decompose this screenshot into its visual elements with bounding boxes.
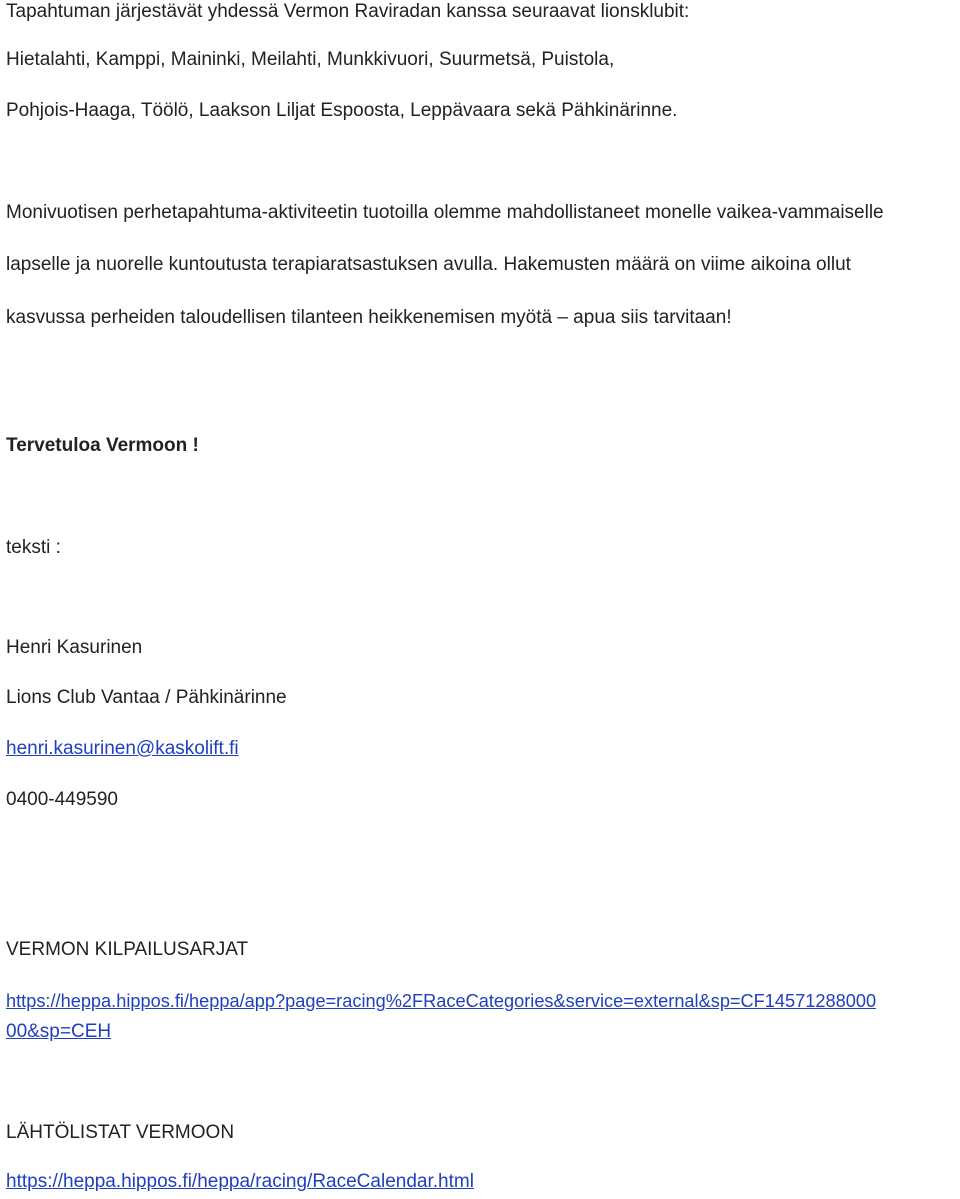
paragraph2-line-2: lapselle ja nuorelle kuntoutusta terapiaratsastuksen avulla. Hakemusten määrä on viime aikoina ollut bbox=[6, 254, 851, 275]
contact-name: Henri Kasurinen bbox=[6, 637, 143, 658]
paragraph2-line-1: Monivuotisen perhetapahtuma-aktiviteetin tuotoilla olemme mahdollistaneet monelle vaikea-vammaiselle bbox=[6, 202, 884, 223]
welcome-heading: Tervetuloa Vermoon ! bbox=[6, 435, 199, 456]
contact-phone: 0400-449590 bbox=[6, 789, 118, 810]
contact-club: Lions Club Vantaa / Pähkinärinne bbox=[6, 687, 287, 708]
race-series-link-line-2[interactable]: 00&sp=CEH bbox=[6, 1021, 112, 1042]
race-series-link-line-1[interactable]: https://heppa.hippos.fi/heppa/app?page=racing%2FRaceCategories&service=external&sp=CF14571288000 bbox=[6, 991, 877, 1011]
start-lists-heading: LÄHTÖLISTAT VERMOON bbox=[6, 1122, 235, 1143]
author-label: teksti : bbox=[6, 537, 61, 558]
start-lists-link[interactable]: https://heppa.hippos.fi/heppa/racing/RaceCalendar.html bbox=[6, 1171, 474, 1192]
contact-email-link[interactable]: henri.kasurinen@kaskolift.fi bbox=[6, 738, 239, 759]
paragraph2-line-3: kasvussa perheiden taloudellisen tilanteen heikkenemisen myötä – apua siis tarvitaan! bbox=[6, 307, 732, 328]
paragraph1-line-1: Tapahtuman järjestävät yhdessä Vermon Raviradan kanssa seuraavat lionsklubit: bbox=[6, 1, 690, 22]
race-series-heading: VERMON KILPAILUSARJAT bbox=[6, 939, 249, 960]
paragraph1-line-2: Hietalahti, Kamppi, Maininki, Meilahti, Munkkivuori, Suurmetsä, Puistola, bbox=[6, 49, 615, 70]
paragraph1-line-3: Pohjois-Haaga, Töölö, Laakson Liljat Espoosta, Leppävaara sekä Pähkinärinne. bbox=[6, 100, 678, 121]
